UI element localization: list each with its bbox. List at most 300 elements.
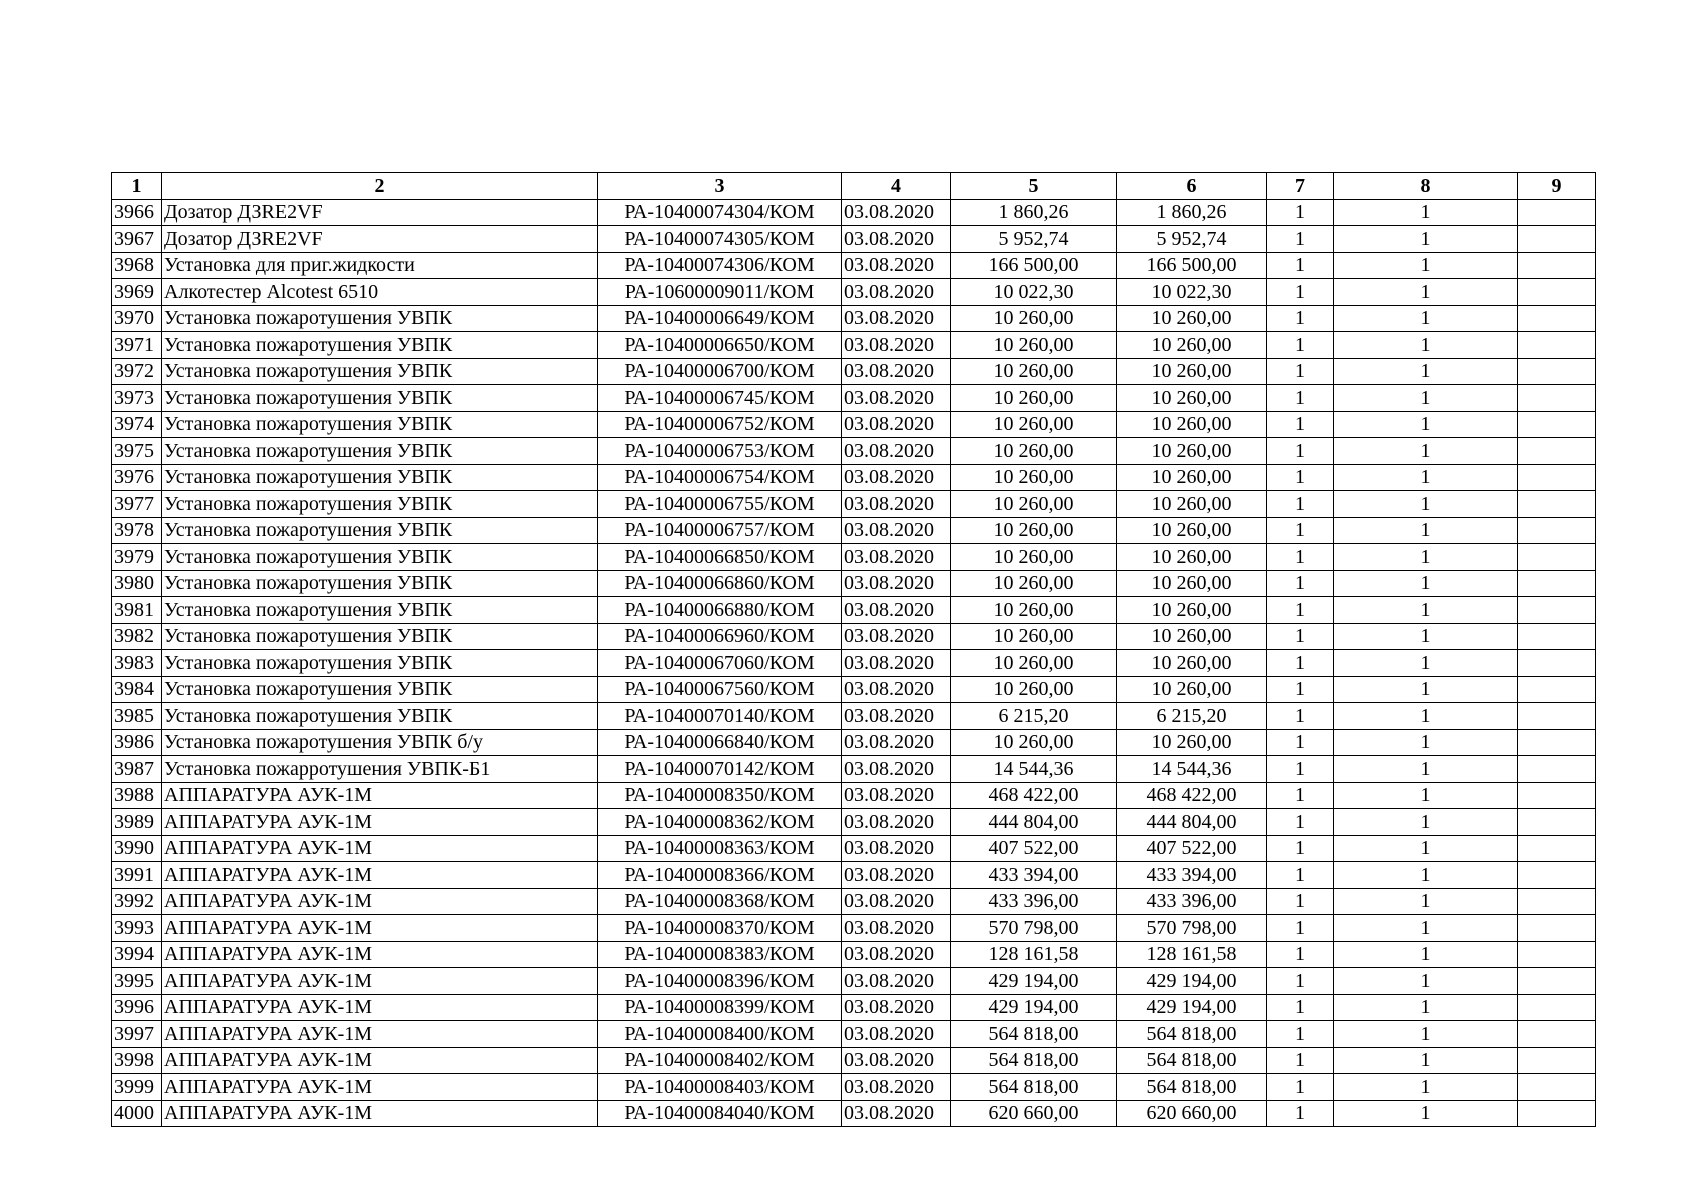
date-cell: 03.08.2020 — [842, 305, 951, 332]
row-number-cell: 3975 — [112, 438, 162, 465]
amount-cell: 10 260,00 — [951, 358, 1117, 385]
note-cell — [1518, 305, 1596, 332]
document-sheet — [111, 172, 1595, 1127]
amount-cell: 166 500,00 — [951, 252, 1117, 279]
date-cell: 03.08.2020 — [842, 358, 951, 385]
note-cell — [1518, 756, 1596, 783]
table-row — [112, 782, 1596, 809]
table-row — [112, 252, 1596, 279]
quantity-actual-cell: 1 — [1334, 650, 1518, 677]
inventory-number-cell: РА-10400006755/КОМ — [598, 491, 842, 518]
inventory-number-cell: РА-10400006754/КОМ — [598, 464, 842, 491]
note-cell — [1518, 623, 1596, 650]
item-name-cell: АППАРАТУРА АУК-1М — [162, 809, 598, 836]
quantity-actual-cell: 1 — [1334, 279, 1518, 306]
row-number-cell: 3969 — [112, 279, 162, 306]
quantity-cell: 1 — [1267, 1074, 1334, 1101]
date-cell: 03.08.2020 — [842, 968, 951, 995]
note-cell — [1518, 226, 1596, 253]
amount-cell: 10 260,00 — [951, 676, 1117, 703]
amount-total-cell: 10 260,00 — [1117, 650, 1267, 677]
item-name-cell: АППАРАТУРА АУК-1М — [162, 968, 598, 995]
quantity-cell: 1 — [1267, 809, 1334, 836]
note-cell — [1518, 782, 1596, 809]
amount-total-cell: 10 260,00 — [1117, 385, 1267, 412]
quantity-cell: 1 — [1267, 570, 1334, 597]
note-cell — [1518, 517, 1596, 544]
amount-cell: 564 818,00 — [951, 1074, 1117, 1101]
amount-cell: 433 394,00 — [951, 862, 1117, 889]
quantity-actual-cell: 1 — [1334, 676, 1518, 703]
item-name-cell: АППАРАТУРА АУК-1М — [162, 1021, 598, 1048]
amount-total-cell: 14 544,36 — [1117, 756, 1267, 783]
note-cell — [1518, 835, 1596, 862]
amount-cell: 10 260,00 — [951, 332, 1117, 359]
inventory-number-cell: РА-10400006650/КОМ — [598, 332, 842, 359]
note-cell — [1518, 1100, 1596, 1127]
note-cell — [1518, 464, 1596, 491]
row-number-cell: 3987 — [112, 756, 162, 783]
date-cell: 03.08.2020 — [842, 809, 951, 836]
note-cell — [1518, 438, 1596, 465]
column-header-8: 8 — [1334, 173, 1518, 200]
table-row — [112, 676, 1596, 703]
row-number-cell: 3979 — [112, 544, 162, 571]
quantity-actual-cell: 1 — [1334, 888, 1518, 915]
amount-total-cell: 10 260,00 — [1117, 676, 1267, 703]
quantity-cell: 1 — [1267, 305, 1334, 332]
inventory-number-cell: РА-10400066880/КОМ — [598, 597, 842, 624]
date-cell: 03.08.2020 — [842, 1021, 951, 1048]
quantity-cell: 1 — [1267, 1047, 1334, 1074]
amount-total-cell: 564 818,00 — [1117, 1074, 1267, 1101]
date-cell: 03.08.2020 — [842, 915, 951, 942]
quantity-cell: 1 — [1267, 835, 1334, 862]
column-header-5: 5 — [951, 173, 1117, 200]
quantity-cell: 1 — [1267, 941, 1334, 968]
inventory-number-cell: РА-10400006700/КОМ — [598, 358, 842, 385]
date-cell: 03.08.2020 — [842, 517, 951, 544]
quantity-actual-cell: 1 — [1334, 835, 1518, 862]
item-name-cell: АППАРАТУРА АУК-1М — [162, 994, 598, 1021]
column-header-2: 2 — [162, 173, 598, 200]
table-row — [112, 199, 1596, 226]
inventory-number-cell: РА-10400067560/КОМ — [598, 676, 842, 703]
quantity-cell: 1 — [1267, 756, 1334, 783]
quantity-actual-cell: 1 — [1334, 385, 1518, 412]
quantity-actual-cell: 1 — [1334, 491, 1518, 518]
item-name-cell: Установка пожаротушения УВПК — [162, 676, 598, 703]
amount-total-cell: 5 952,74 — [1117, 226, 1267, 253]
table-row — [112, 1047, 1596, 1074]
quantity-actual-cell: 1 — [1334, 570, 1518, 597]
row-number-cell: 3997 — [112, 1021, 162, 1048]
inventory-number-cell: РА-10400006753/КОМ — [598, 438, 842, 465]
date-cell: 03.08.2020 — [842, 888, 951, 915]
table-row — [112, 544, 1596, 571]
column-header-4: 4 — [842, 173, 951, 200]
row-number-cell: 3981 — [112, 597, 162, 624]
item-name-cell: Установка пожаротушения УВПК — [162, 438, 598, 465]
item-name-cell: Установка пожаротушения УВПК — [162, 597, 598, 624]
row-number-cell: 3984 — [112, 676, 162, 703]
quantity-cell: 1 — [1267, 385, 1334, 412]
column-header-3: 3 — [598, 173, 842, 200]
amount-total-cell: 1 860,26 — [1117, 199, 1267, 226]
table-row — [112, 915, 1596, 942]
quantity-actual-cell: 1 — [1334, 226, 1518, 253]
quantity-actual-cell: 1 — [1334, 1074, 1518, 1101]
row-number-cell: 3993 — [112, 915, 162, 942]
amount-total-cell: 10 260,00 — [1117, 305, 1267, 332]
quantity-cell: 1 — [1267, 464, 1334, 491]
quantity-actual-cell: 1 — [1334, 438, 1518, 465]
row-number-cell: 3982 — [112, 623, 162, 650]
inventory-number-cell: РА-10400006757/КОМ — [598, 517, 842, 544]
date-cell: 03.08.2020 — [842, 597, 951, 624]
quantity-actual-cell: 1 — [1334, 464, 1518, 491]
table-row — [112, 597, 1596, 624]
note-cell — [1518, 941, 1596, 968]
item-name-cell: Установка пожаротушения УВПК — [162, 623, 598, 650]
table-row — [112, 1021, 1596, 1048]
table-row — [112, 464, 1596, 491]
quantity-actual-cell: 1 — [1334, 544, 1518, 571]
inventory-number-cell: РА-10400070140/КОМ — [598, 703, 842, 730]
row-number-cell: 3971 — [112, 332, 162, 359]
table-row — [112, 968, 1596, 995]
row-number-cell: 3985 — [112, 703, 162, 730]
row-number-cell: 3968 — [112, 252, 162, 279]
amount-cell: 10 260,00 — [951, 517, 1117, 544]
quantity-cell: 1 — [1267, 332, 1334, 359]
date-cell: 03.08.2020 — [842, 464, 951, 491]
amount-cell: 444 804,00 — [951, 809, 1117, 836]
note-cell — [1518, 650, 1596, 677]
date-cell: 03.08.2020 — [842, 835, 951, 862]
quantity-actual-cell: 1 — [1334, 756, 1518, 783]
inventory-number-cell: РА-10400008400/КОМ — [598, 1021, 842, 1048]
note-cell — [1518, 358, 1596, 385]
amount-cell: 10 260,00 — [951, 570, 1117, 597]
inventory-number-cell: РА-10400074304/КОМ — [598, 199, 842, 226]
row-number-cell: 3972 — [112, 358, 162, 385]
amount-cell: 10 260,00 — [951, 544, 1117, 571]
date-cell: 03.08.2020 — [842, 544, 951, 571]
quantity-cell: 1 — [1267, 623, 1334, 650]
quantity-cell: 1 — [1267, 862, 1334, 889]
item-name-cell: Установка пожаротушения УВПК — [162, 411, 598, 438]
date-cell: 03.08.2020 — [842, 650, 951, 677]
inventory-number-cell: РА-10400074305/КОМ — [598, 226, 842, 253]
quantity-actual-cell: 1 — [1334, 305, 1518, 332]
quantity-actual-cell: 1 — [1334, 199, 1518, 226]
inventory-number-cell: РА-10400074306/КОМ — [598, 252, 842, 279]
row-number-cell: 3991 — [112, 862, 162, 889]
amount-total-cell: 166 500,00 — [1117, 252, 1267, 279]
row-number-cell: 3986 — [112, 729, 162, 756]
amount-cell: 10 260,00 — [951, 411, 1117, 438]
amount-cell: 1 860,26 — [951, 199, 1117, 226]
quantity-actual-cell: 1 — [1334, 623, 1518, 650]
note-cell — [1518, 915, 1596, 942]
item-name-cell: АППАРАТУРА АУК-1М — [162, 1047, 598, 1074]
row-number-cell: 3989 — [112, 809, 162, 836]
table-row — [112, 835, 1596, 862]
table-row — [112, 411, 1596, 438]
table-row — [112, 305, 1596, 332]
amount-cell: 407 522,00 — [951, 835, 1117, 862]
row-number-cell: 3995 — [112, 968, 162, 995]
amount-total-cell: 10 260,00 — [1117, 623, 1267, 650]
amount-total-cell: 10 260,00 — [1117, 544, 1267, 571]
date-cell: 03.08.2020 — [842, 385, 951, 412]
amount-cell: 620 660,00 — [951, 1100, 1117, 1127]
inventory-number-cell: РА-10400070142/КОМ — [598, 756, 842, 783]
quantity-cell: 1 — [1267, 729, 1334, 756]
item-name-cell: Дозатор ДЗRE2VF — [162, 226, 598, 253]
amount-cell: 10 260,00 — [951, 597, 1117, 624]
amount-cell: 128 161,58 — [951, 941, 1117, 968]
quantity-cell: 1 — [1267, 358, 1334, 385]
table-row — [112, 623, 1596, 650]
amount-total-cell: 10 260,00 — [1117, 332, 1267, 359]
quantity-actual-cell: 1 — [1334, 729, 1518, 756]
amount-total-cell: 10 260,00 — [1117, 729, 1267, 756]
date-cell: 03.08.2020 — [842, 1074, 951, 1101]
amount-cell: 564 818,00 — [951, 1021, 1117, 1048]
inventory-number-cell: РА-10400006752/КОМ — [598, 411, 842, 438]
item-name-cell: АППАРАТУРА АУК-1М — [162, 782, 598, 809]
quantity-cell: 1 — [1267, 915, 1334, 942]
row-number-cell: 3967 — [112, 226, 162, 253]
amount-cell: 10 260,00 — [951, 464, 1117, 491]
table-row — [112, 1100, 1596, 1127]
amount-cell: 10 260,00 — [951, 729, 1117, 756]
item-name-cell: Установка для приг.жидкости — [162, 252, 598, 279]
date-cell: 03.08.2020 — [842, 226, 951, 253]
item-name-cell: АППАРАТУРА АУК-1М — [162, 941, 598, 968]
date-cell: 03.08.2020 — [842, 756, 951, 783]
date-cell: 03.08.2020 — [842, 676, 951, 703]
quantity-cell: 1 — [1267, 517, 1334, 544]
row-number-cell: 3980 — [112, 570, 162, 597]
column-header-6: 6 — [1117, 173, 1267, 200]
row-number-cell: 3999 — [112, 1074, 162, 1101]
note-cell — [1518, 385, 1596, 412]
table-row — [112, 332, 1596, 359]
quantity-actual-cell: 1 — [1334, 703, 1518, 730]
note-cell — [1518, 994, 1596, 1021]
note-cell — [1518, 544, 1596, 571]
date-cell: 03.08.2020 — [842, 491, 951, 518]
note-cell — [1518, 809, 1596, 836]
table-row — [112, 438, 1596, 465]
quantity-actual-cell: 1 — [1334, 994, 1518, 1021]
table-row — [112, 491, 1596, 518]
inventory-number-cell: РА-10400008399/КОМ — [598, 994, 842, 1021]
quantity-cell: 1 — [1267, 491, 1334, 518]
amount-cell: 10 260,00 — [951, 438, 1117, 465]
item-name-cell: АППАРАТУРА АУК-1М — [162, 1074, 598, 1101]
quantity-actual-cell: 1 — [1334, 809, 1518, 836]
header-row — [112, 173, 1596, 200]
inventory-number-cell: РА-10400008350/КОМ — [598, 782, 842, 809]
row-number-cell: 3992 — [112, 888, 162, 915]
column-header-7: 7 — [1267, 173, 1334, 200]
table-row — [112, 1074, 1596, 1101]
quantity-cell: 1 — [1267, 994, 1334, 1021]
quantity-actual-cell: 1 — [1334, 1047, 1518, 1074]
date-cell: 03.08.2020 — [842, 411, 951, 438]
note-cell — [1518, 729, 1596, 756]
row-number-cell: 3994 — [112, 941, 162, 968]
date-cell: 03.08.2020 — [842, 994, 951, 1021]
inventory-number-cell: РА-10600009011/КОМ — [598, 279, 842, 306]
item-name-cell: АППАРАТУРА АУК-1М — [162, 888, 598, 915]
row-number-cell: 3977 — [112, 491, 162, 518]
note-cell — [1518, 491, 1596, 518]
date-cell: 03.08.2020 — [842, 438, 951, 465]
note-cell — [1518, 1074, 1596, 1101]
column-header-1: 1 — [112, 173, 162, 200]
table-row — [112, 570, 1596, 597]
inventory-number-cell: РА-10400008402/КОМ — [598, 1047, 842, 1074]
amount-total-cell: 10 260,00 — [1117, 570, 1267, 597]
quantity-actual-cell: 1 — [1334, 941, 1518, 968]
table-row — [112, 888, 1596, 915]
quantity-cell: 1 — [1267, 544, 1334, 571]
date-cell: 03.08.2020 — [842, 199, 951, 226]
date-cell: 03.08.2020 — [842, 279, 951, 306]
amount-total-cell: 429 194,00 — [1117, 994, 1267, 1021]
amount-total-cell: 10 260,00 — [1117, 597, 1267, 624]
table-row — [112, 729, 1596, 756]
quantity-actual-cell: 1 — [1334, 358, 1518, 385]
inventory-number-cell: РА-10400008403/КОМ — [598, 1074, 842, 1101]
table-row — [112, 994, 1596, 1021]
amount-total-cell: 564 818,00 — [1117, 1021, 1267, 1048]
quantity-actual-cell: 1 — [1334, 1021, 1518, 1048]
amount-total-cell: 570 798,00 — [1117, 915, 1267, 942]
quantity-cell: 1 — [1267, 676, 1334, 703]
note-cell — [1518, 888, 1596, 915]
date-cell: 03.08.2020 — [842, 1047, 951, 1074]
table-body — [112, 199, 1596, 1127]
table-row — [112, 941, 1596, 968]
amount-total-cell: 10 260,00 — [1117, 438, 1267, 465]
table-row — [112, 517, 1596, 544]
item-name-cell: Установка пожаротушения УВПК — [162, 570, 598, 597]
item-name-cell: Дозатор ДЗRE2VF — [162, 199, 598, 226]
date-cell: 03.08.2020 — [842, 782, 951, 809]
amount-total-cell: 10 260,00 — [1117, 491, 1267, 518]
quantity-actual-cell: 1 — [1334, 915, 1518, 942]
amount-cell: 433 396,00 — [951, 888, 1117, 915]
table-row — [112, 650, 1596, 677]
inventory-number-cell: РА-10400066840/КОМ — [598, 729, 842, 756]
quantity-actual-cell: 1 — [1334, 332, 1518, 359]
amount-total-cell: 10 260,00 — [1117, 411, 1267, 438]
inventory-number-cell: РА-10400006745/КОМ — [598, 385, 842, 412]
quantity-actual-cell: 1 — [1334, 782, 1518, 809]
inventory-number-cell: РА-10400084040/КОМ — [598, 1100, 842, 1127]
date-cell: 03.08.2020 — [842, 941, 951, 968]
row-number-cell: 3966 — [112, 199, 162, 226]
quantity-actual-cell: 1 — [1334, 862, 1518, 889]
row-number-cell: 3974 — [112, 411, 162, 438]
quantity-cell: 1 — [1267, 438, 1334, 465]
amount-total-cell: 10 260,00 — [1117, 464, 1267, 491]
date-cell: 03.08.2020 — [842, 1100, 951, 1127]
item-name-cell: Установка пожаротушения УВПК — [162, 703, 598, 730]
note-cell — [1518, 597, 1596, 624]
row-number-cell: 3970 — [112, 305, 162, 332]
quantity-cell: 1 — [1267, 1021, 1334, 1048]
note-cell — [1518, 411, 1596, 438]
amount-cell: 10 260,00 — [951, 650, 1117, 677]
row-number-cell: 3988 — [112, 782, 162, 809]
amount-total-cell: 10 022,30 — [1117, 279, 1267, 306]
inventory-number-cell: РА-10400008368/КОМ — [598, 888, 842, 915]
amount-total-cell: 128 161,58 — [1117, 941, 1267, 968]
row-number-cell: 3978 — [112, 517, 162, 544]
table-row — [112, 809, 1596, 836]
row-number-cell: 3976 — [112, 464, 162, 491]
quantity-actual-cell: 1 — [1334, 968, 1518, 995]
row-number-cell: 3983 — [112, 650, 162, 677]
quantity-cell: 1 — [1267, 1100, 1334, 1127]
quantity-cell: 1 — [1267, 597, 1334, 624]
amount-cell: 5 952,74 — [951, 226, 1117, 253]
item-name-cell: АППАРАТУРА АУК-1М — [162, 1100, 598, 1127]
amount-cell: 429 194,00 — [951, 994, 1117, 1021]
date-cell: 03.08.2020 — [842, 862, 951, 889]
item-name-cell: Установка пожаротушения УВПК б/у — [162, 729, 598, 756]
table-row — [112, 358, 1596, 385]
table-row — [112, 862, 1596, 889]
quantity-cell: 1 — [1267, 252, 1334, 279]
amount-total-cell: 620 660,00 — [1117, 1100, 1267, 1127]
inventory-number-cell: РА-10400008370/КОМ — [598, 915, 842, 942]
amount-total-cell: 10 260,00 — [1117, 358, 1267, 385]
inventory-number-cell: РА-10400066960/КОМ — [598, 623, 842, 650]
quantity-actual-cell: 1 — [1334, 517, 1518, 544]
item-name-cell: Установка пожаротушения УВПК — [162, 385, 598, 412]
amount-total-cell: 433 394,00 — [1117, 862, 1267, 889]
item-name-cell: Установка пожаротушения УВПК — [162, 544, 598, 571]
amount-total-cell: 468 422,00 — [1117, 782, 1267, 809]
note-cell — [1518, 332, 1596, 359]
asset-table — [111, 172, 1596, 1127]
quantity-cell: 1 — [1267, 968, 1334, 995]
amount-cell: 468 422,00 — [951, 782, 1117, 809]
item-name-cell: Алкотестер Alcotest 6510 — [162, 279, 598, 306]
note-cell — [1518, 279, 1596, 306]
date-cell: 03.08.2020 — [842, 623, 951, 650]
amount-total-cell: 10 260,00 — [1117, 517, 1267, 544]
inventory-number-cell: РА-10400008366/КОМ — [598, 862, 842, 889]
amount-total-cell: 433 396,00 — [1117, 888, 1267, 915]
amount-cell: 14 544,36 — [951, 756, 1117, 783]
inventory-number-cell: РА-10400066850/КОМ — [598, 544, 842, 571]
note-cell — [1518, 1021, 1596, 1048]
note-cell — [1518, 1047, 1596, 1074]
note-cell — [1518, 676, 1596, 703]
amount-cell: 10 260,00 — [951, 305, 1117, 332]
amount-total-cell: 6 215,20 — [1117, 703, 1267, 730]
table-row — [112, 385, 1596, 412]
